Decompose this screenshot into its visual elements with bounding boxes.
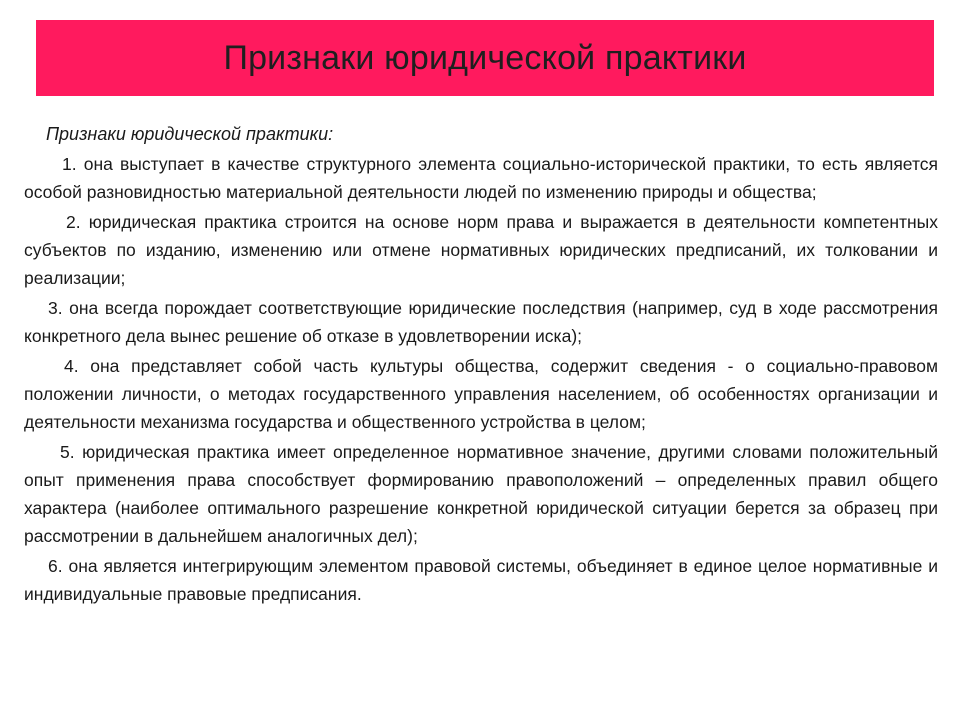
slide-body <box>24 122 938 610</box>
list-item: 2. юридическая практика строится на основе норм права и выражается в деятельности компетентных субъектов по изданию, изменению или отмене нормативных юридических предписаний, их толковании и реализации; <box>24 212 938 288</box>
list-item: 4. она представляет собой часть культуры общества, содержит сведения - о социально-правовом положении личности, о методах государственного управления населением, об особенностях организации и деятельности механизма государства и общественного устройства в целом; <box>24 356 938 432</box>
features-list <box>24 150 938 608</box>
list-heading: Признаки юридической практики: <box>46 124 334 144</box>
list-item: 6. она является интегрирующим элементом правовой системы, объединяет в единое целое нормативные и индивидуальные правовые предписания. <box>24 556 938 604</box>
slide-title: Признаки юридической практики <box>223 38 747 77</box>
list-item: 5. юридическая практика имеет определенное нормативное значение, другими словами положительный опыт применения права способствует формированию правоположений – определенных правил общего характера (наиболее оптимального разрешение конкретной юридической ситуации берется за образец при рассмотрении в дальнейшем аналогичных дел); <box>24 442 938 546</box>
list-item: 3. она всегда порождает соответствующие юридические последствия (например, суд в ходе рассмотрения конкретного дела вынес решение об отказе в удовлетворении иска); <box>24 298 938 346</box>
list-item: 1. она выступает в качестве структурного элемента социально-исторической практики, то есть является особой разновидностью материальной деятельности людей по изменению природы и общества; <box>24 154 938 202</box>
title-banner <box>36 20 934 96</box>
